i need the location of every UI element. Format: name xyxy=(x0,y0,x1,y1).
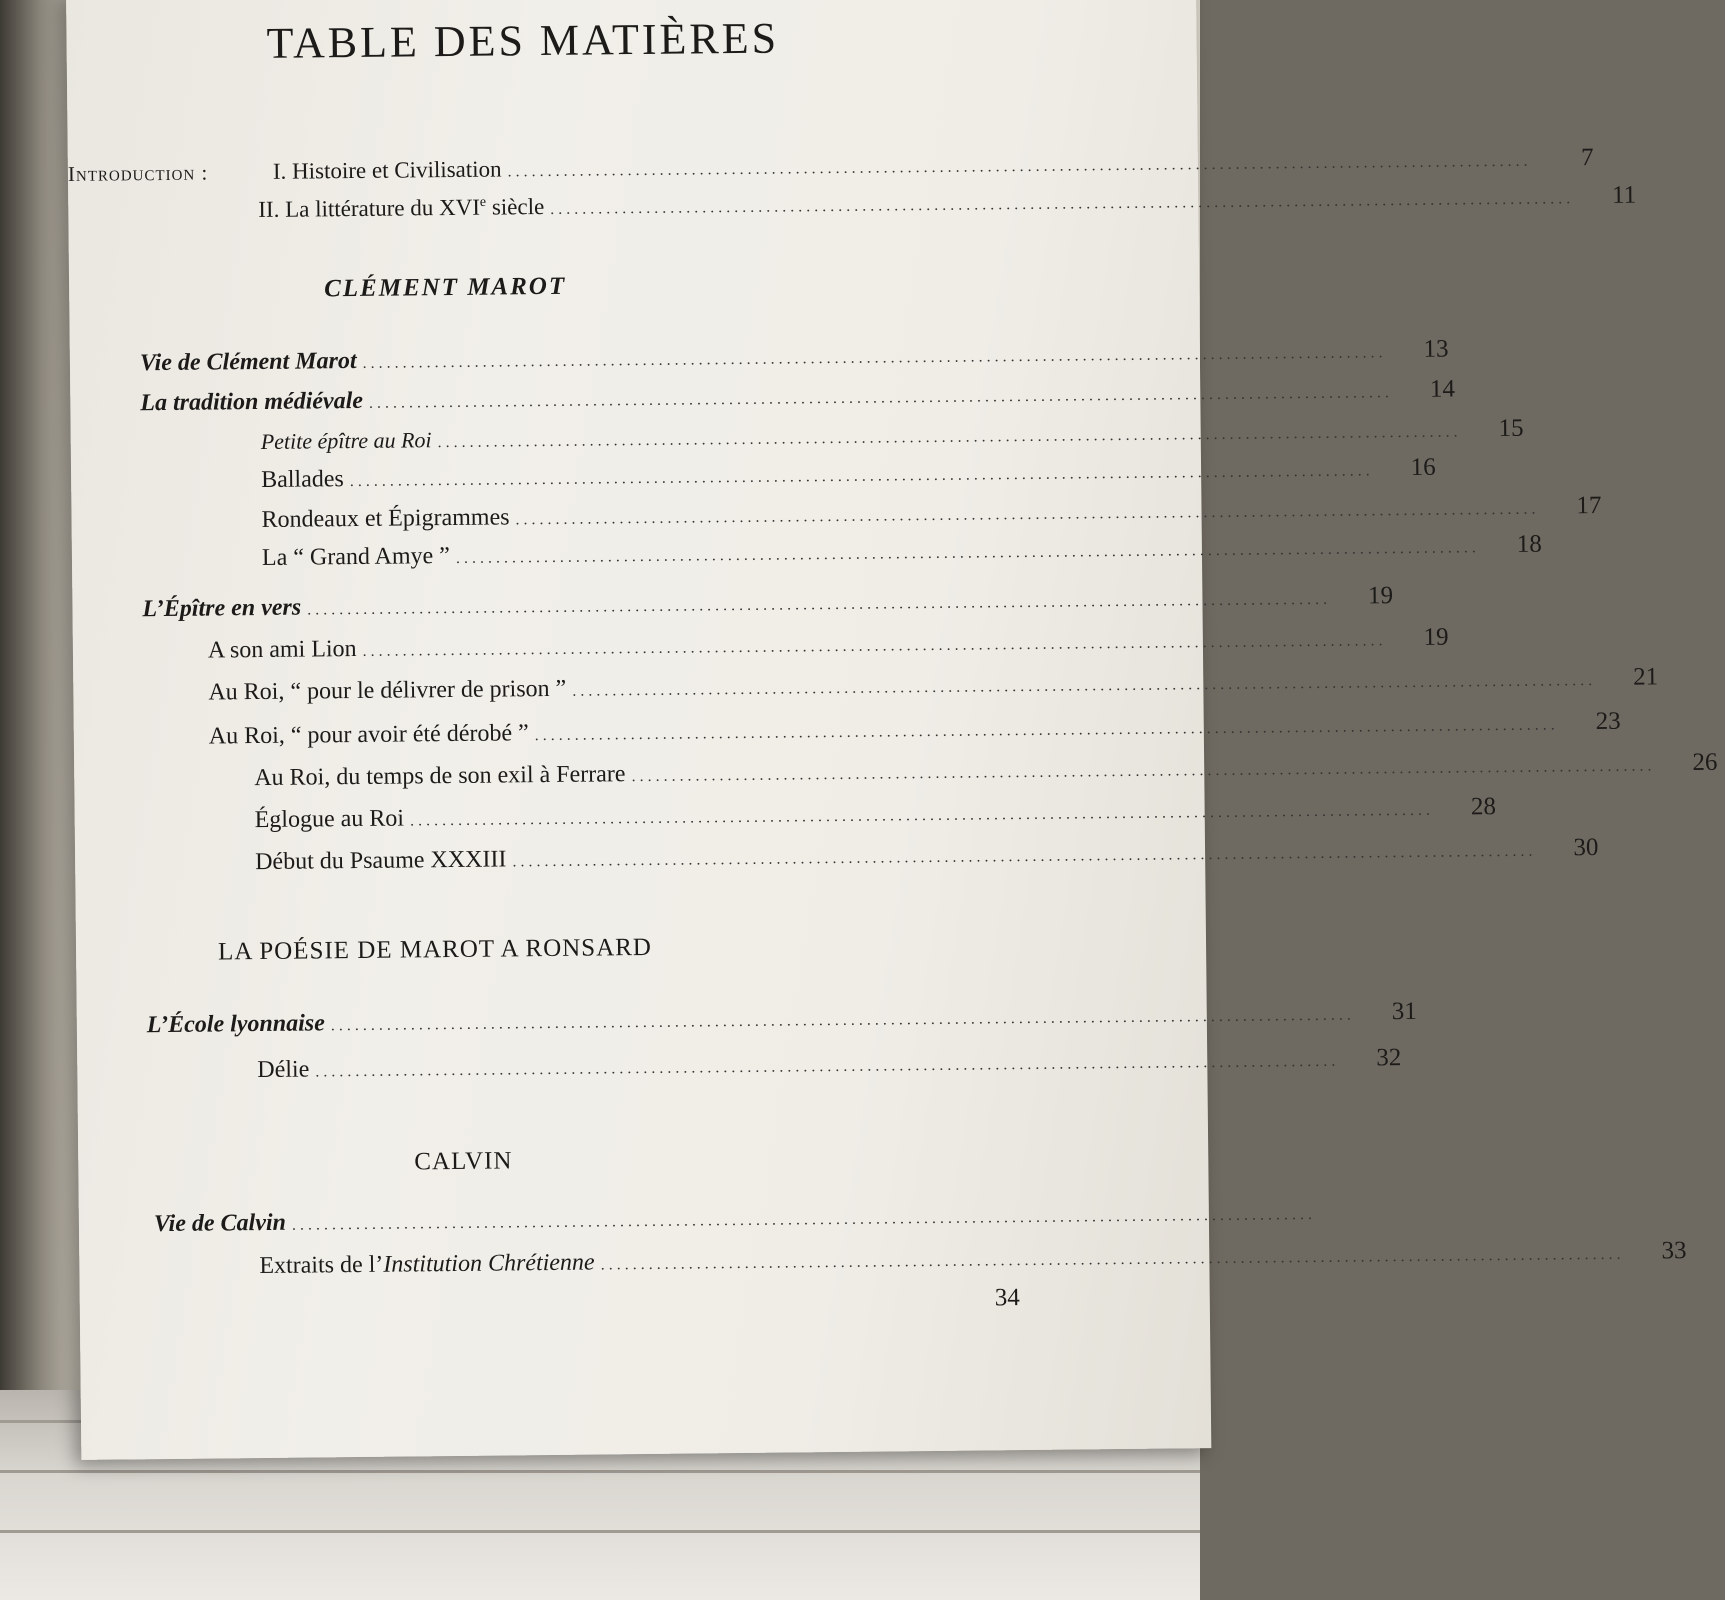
dot-leader: ................................................................................................................................ xyxy=(515,500,1540,529)
toc-entry[interactable] xyxy=(139,335,1449,383)
toc-entry[interactable] xyxy=(260,414,1524,462)
toc-entry[interactable] xyxy=(207,623,1449,670)
toc-entry[interactable] xyxy=(259,1237,1687,1286)
dot-leader: ................................................................................................................................ xyxy=(512,842,1537,871)
toc-entry-label: Rondeaux et Épigrammes xyxy=(261,504,510,533)
dot-leader: ................................................................................................................................ xyxy=(534,716,1559,745)
toc-entry[interactable] xyxy=(260,1284,1020,1326)
toc-entry-page: 23 xyxy=(1595,707,1621,736)
toc-entry-page: 33 xyxy=(1661,1237,1687,1265)
toc-entry[interactable] xyxy=(261,530,1542,578)
page-title: TABLE DES MATIÈRES xyxy=(266,13,780,68)
toc-entry-page: 16 xyxy=(1410,453,1436,481)
toc-entry-page xyxy=(1322,1218,1378,1219)
toc-entry-page: 18 xyxy=(1516,530,1542,558)
toc-entry-page: 7 xyxy=(1580,144,1594,172)
toc-entry[interactable] xyxy=(153,1202,1316,1245)
toc-entry[interactable] xyxy=(254,793,1497,840)
toc-entry-page: 19 xyxy=(1367,582,1394,610)
toc-entry[interactable] xyxy=(261,453,1436,500)
dot-leader: ................................................................................................................................ xyxy=(507,152,1532,181)
toc-entry-label: Au Roi, “ pour avoir été dérobé ” xyxy=(208,720,529,750)
toc-entry[interactable] xyxy=(258,181,1637,230)
toc-entry-page: 28 xyxy=(1470,793,1497,821)
toc-entry-label: La tradition médiévale xyxy=(140,387,364,417)
dot-leader: ................................................................................................................................ xyxy=(409,801,1435,830)
dot-leader: ................................................................................................................................ xyxy=(600,1245,1625,1274)
dot-leader: ................................................................................................................................ xyxy=(362,344,1387,372)
toc-entry[interactable] xyxy=(254,748,1718,798)
toc-entry-page: 26 xyxy=(1692,748,1718,777)
toc-entry-page: 15 xyxy=(1498,414,1524,443)
toc-entry[interactable] xyxy=(272,144,1594,192)
dot-leader: ................................................................................................................................ xyxy=(550,190,1575,218)
toc-entry-page: 19 xyxy=(1423,623,1449,651)
toc-entry-page: 30 xyxy=(1573,834,1599,862)
introduction-label: Introduction : xyxy=(67,160,209,186)
toc-entry-label: Vie de Calvin xyxy=(153,1209,287,1238)
toc-entry-page: 31 xyxy=(1391,997,1417,1026)
toc-entry-page: 14 xyxy=(1429,375,1456,403)
toc-entry-page: 17 xyxy=(1576,491,1602,520)
dot-leader: ................................................................................................................................ xyxy=(362,632,1387,660)
dot-leader: ................................................................................................................................ xyxy=(291,1205,1316,1234)
section-heading: CALVIN xyxy=(414,1147,513,1176)
book-page xyxy=(66,0,1718,1460)
section-heading: LA POÉSIE DE MAROT A RONSARD xyxy=(217,933,653,966)
toc-entry-label: Églogue au Roi xyxy=(254,805,405,834)
dot-leader: ................................................................................................................................ xyxy=(368,384,1394,412)
dot-leader: ................................................................................................................................ xyxy=(349,462,1374,491)
toc-entry-label: Au Roi, du temps de son exil à Ferrare xyxy=(254,761,626,792)
toc-entry-page: 13 xyxy=(1423,335,1449,363)
toc-entry-label: Petite épître au Roi xyxy=(260,427,432,454)
dot-leader: ................................................................................................................................ xyxy=(330,1006,1355,1035)
section-heading: CLÉMENT MAROT xyxy=(324,272,567,303)
toc-entry[interactable] xyxy=(142,582,1394,629)
toc-entry[interactable] xyxy=(208,707,1621,756)
toc-entry-page: 11 xyxy=(1611,181,1637,209)
toc-entry-label: Ballades xyxy=(261,466,344,493)
toc-entry-label: I. Histoire et Civilisation xyxy=(272,156,502,184)
toc-entry[interactable] xyxy=(208,663,1659,712)
toc-entry[interactable] xyxy=(146,997,1417,1045)
dot-leader xyxy=(266,1306,958,1313)
toc-entry-label: Vie de Clément Marot xyxy=(139,347,357,377)
toc-entry-label: La “ Grand Amye ” xyxy=(261,543,451,571)
dot-leader: ................................................................................................................................ xyxy=(631,757,1656,786)
toc-entry-label: L’École lyonnaise xyxy=(146,1010,325,1039)
dot-leader: ................................................................................................................................ xyxy=(437,423,1462,452)
toc-entry[interactable] xyxy=(257,1044,1402,1090)
toc-entry-page: 32 xyxy=(1376,1044,1402,1072)
toc-entry-label: Extraits de l’Institution Chrétienne xyxy=(259,1249,595,1280)
toc-entry-label: Au Roi, “ pour le délivrer de prison ” xyxy=(208,675,567,706)
dot-leader: ................................................................................................................................ xyxy=(455,539,1480,567)
toc-entry-label: A son ami Lion xyxy=(207,635,357,664)
toc-entry-label: Début du Psaume XXXIII xyxy=(255,846,507,876)
toc-entry-page: 21 xyxy=(1633,663,1659,691)
toc-entry-page: 34 xyxy=(994,1284,1020,1312)
toc-entry-label: II. La littérature du XVIe siècle xyxy=(258,194,545,222)
toc-entry[interactable] xyxy=(255,834,1599,882)
toc-entry-label: L’Épître en vers xyxy=(142,594,302,623)
toc-content xyxy=(66,0,1718,1460)
toc-entry[interactable] xyxy=(261,491,1602,540)
toc-entry-label: Délie xyxy=(257,1056,310,1084)
dot-leader: ................................................................................................................................ xyxy=(307,590,1332,619)
toc-entry[interactable] xyxy=(140,375,1456,423)
dot-leader: ................................................................................................................................ xyxy=(315,1052,1340,1081)
dot-leader: ................................................................................................................................ xyxy=(572,672,1597,700)
